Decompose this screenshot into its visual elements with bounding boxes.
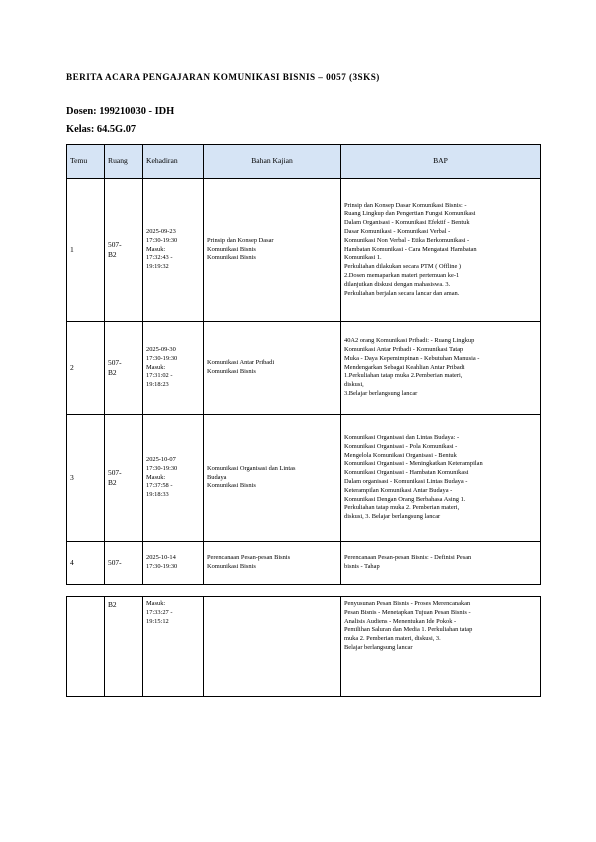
cell-temu: 3 xyxy=(67,415,105,542)
continuation-table xyxy=(66,596,541,697)
cell-bap: Komunikasi Organisasi dan Lintas Budaya: - Komunikasi Organisasi - Pola Komunikasi - Mengelola Komunikasi Organisasi - Bentuk Komunikasi Organisasi - Meningkatkan Keterampilan Komunikasi Organisasi - Hambatan Komunikasi Dalam organisasi - Komunikasi Lintas Budaya - Keterampilan Komunikasi Antar Budaya - Komunikasi Dengan Orang Berbahasa Asing 1. Perkuliahan tatap muka 2. Pemberian materi, diskusi, 3. Belajar berlangsung lancar xyxy=(341,415,541,542)
header-bahan-kajian: Bahan Kajian xyxy=(204,145,341,179)
table-header-row xyxy=(67,145,541,179)
table-row xyxy=(67,415,541,542)
cell-bahan-kajian: Perencanaan Pesan-pesan Bisnis Komunikasi Bisnis xyxy=(204,542,341,585)
cell-kehadiran: 2025-09-30 17:30-19:30 Masuk: 17:31:02 - 19:18:23 xyxy=(143,322,204,415)
header-bap: BAP xyxy=(341,145,541,179)
cell-ruang: 507- B2 xyxy=(105,415,143,542)
header-kehadiran: Kehadiran xyxy=(143,145,204,179)
dosen-info: Dosen: 199210030 - IDH xyxy=(66,106,175,117)
cell-temu xyxy=(67,597,105,697)
table-row xyxy=(67,542,541,585)
cell-ruang: 507- xyxy=(105,542,143,585)
cell-kehadiran: 2025-10-14 17:30-19:30 xyxy=(143,542,204,585)
table-row xyxy=(67,322,541,415)
table-row xyxy=(67,179,541,322)
cell-bahan-kajian xyxy=(204,597,341,697)
attendance-table xyxy=(66,144,541,585)
cell-ruang: B2 xyxy=(105,597,143,697)
cell-bap: 40A2 orang Komunikasi Pribadi: - Ruang Lingkup Komunikasi Antar Pribadi - Komunikasi Tatap Muka - Daya Kepemimpinan - Kebutuhan Manusia - Mendengarkan Sebagai Keahlian Antar Pribadi 1.Perkuliahan tatap muka 2.Pemberian materi, diskusi, 3.Belajar berlangsung lancar xyxy=(341,322,541,415)
table-row xyxy=(67,597,541,697)
cell-kehadiran: Masuk: 17:33:27 - 19:15:12 xyxy=(143,597,204,697)
cell-bahan-kajian: Prinsip dan Konsep Dasar Komunikasi Bisnis Komunikasi Bisnis xyxy=(204,179,341,322)
cell-kehadiran: 2025-09-23 17:30-19:30 Masuk: 17:32:43 - 19:19:32 xyxy=(143,179,204,322)
header-temu: Temu xyxy=(67,145,105,179)
cell-ruang: 507- B2 xyxy=(105,179,143,322)
cell-temu: 2 xyxy=(67,322,105,415)
document-title: BERITA ACARA PENGAJARAN KOMUNIKASI BISNIS – 0057 (3SKS) xyxy=(66,72,380,82)
header-ruang: Ruang xyxy=(105,145,143,179)
cell-bap: Penyusunan Pesan Bisnis - Proses Merencanakan Pesan Bisnis - Menetapkan Tujuan Pesan Bisnis - Analisis Audiens - Menentukan Ide Pokok - Pemilihan Saluran dan Media 1. Perkuliahan tatap muka 2. Pemberian materi, diskusi, 3. Belajar berlangsung lancar xyxy=(341,597,541,697)
cell-bahan-kajian: Komunikasi Organisasi dan Lintas Budaya Komunikasi Bisnis xyxy=(204,415,341,542)
cell-temu: 4 xyxy=(67,542,105,585)
cell-bap: Perencanaan Pesan-pesan Bisnis: - Definisi Pesan bisnis - Tahap xyxy=(341,542,541,585)
cell-kehadiran: 2025-10-07 17:30-19:30 Masuk: 17:37:58 - 19:18:33 xyxy=(143,415,204,542)
cell-ruang: 507- B2 xyxy=(105,322,143,415)
kelas-info: Kelas: 64.5G.07 xyxy=(66,124,137,135)
cell-bahan-kajian: Komunikasi Antar Pribadi Komunikasi Bisnis xyxy=(204,322,341,415)
cell-bap: Prinsip dan Konsep Dasar Komunikasi Bisnis: - Ruang Lingkup dan Pengertian Fungsi Komunikasi Dalam Organisasi - Komunikasi Efektif - Bentuk Dasar Komunikasi - Komunikasi Verbal - Komunikasi Non Verbal - Etika Berkomunikasi - Hambatan Komunikasi - Cara Mengatasi Hambatan Komunikasi 1. Perkuliahan dilakukan secara PTM ( Offline ) 2.Dosen memaparkan materi pertemuan ke-1 dilanjutkan diskusi dengan mahasiswa. 3. Perkuliahan berjalan secara lancar dan aman. xyxy=(341,179,541,322)
cell-temu: 1 xyxy=(67,179,105,322)
